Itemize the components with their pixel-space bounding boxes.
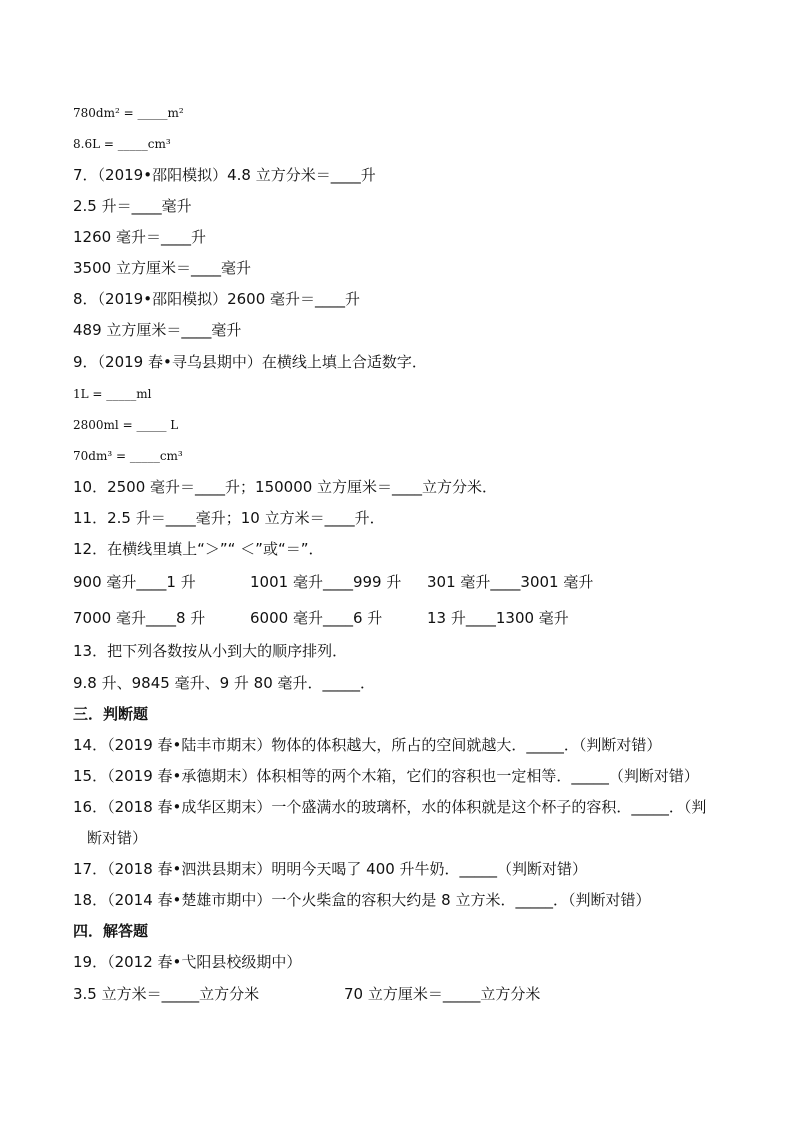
compare-row2-col1: 7000 毫升____8 升 [73, 609, 206, 627]
compare-row1-col1: 900 毫升____1 升 [73, 573, 196, 591]
question-9: 9．（2019 春•寻乌县期中）在横线上填上合适数字． [73, 353, 427, 371]
conversion-780dm2: 780dm² = _____m² [73, 106, 184, 120]
compare-row1-col3: 301 毫升____3001 毫升 [427, 573, 594, 591]
compare-row2-col3: 13 升____1300 毫升 [427, 609, 569, 627]
conversion-8-6l: 8.6L = _____cm³ [73, 137, 171, 151]
question-13: 13．把下列各数按从小到大的顺序排列． [73, 642, 348, 660]
question-19-item-a: 3.5 立方米＝_____立方分米 [73, 985, 260, 1003]
question-9-item-a: 1L = _____ml [73, 387, 152, 401]
question-8: 8．（2019•邵阳模拟）2600 毫升＝____升 [73, 290, 361, 308]
question-13-item: 9.8 升、9845 毫升、9 升 80 毫升．_____． [73, 674, 376, 692]
question-12: 12．在横线里填上“＞”“ ＜”或“＝”． [73, 540, 324, 558]
question-16-continued: 断对错） [87, 829, 148, 847]
question-9-item-b: 2800ml = _____ L [73, 418, 179, 432]
section-4-heading: 四．解答题 [73, 922, 149, 940]
question-7: 7．（2019•邵阳模拟）4.8 立方分米＝____升 [73, 166, 376, 184]
question-11: 11．2.5 升＝____毫升；10 立方米＝____升． [73, 509, 385, 527]
compare-row2-col2: 6000 毫升____6 升 [250, 609, 383, 627]
question-9-item-c: 70dm³ = _____cm³ [73, 449, 183, 463]
section-3-heading: 三．判断题 [73, 705, 149, 723]
compare-row1-col2: 1001 毫升____999 升 [250, 573, 402, 591]
question-19: 19．（2012 春•弋阳县校级期中） [73, 953, 302, 971]
question-7-item-a: 2.5 升＝____毫升 [73, 197, 192, 215]
question-15: 15．（2019 春•承德期末）体积相等的两个木箱，它们的容积也一定相等．_____（判断对错） [73, 767, 699, 785]
question-8-item-a: 489 立方厘米＝____毫升 [73, 321, 242, 339]
question-18: 18．（2014 春•楚雄市期中）一个火柴盒的容积大约是 8 立方米．_____．（判断对错） [73, 891, 651, 909]
question-14: 14．（2019 春•陆丰市期末）物体的体积越大，所占的空间就越大．_____．（判断对错） [73, 736, 662, 754]
question-16: 16．（2018 春•成华区期末）一个盛满水的玻璃杯，水的体积就是这个杯子的容积．_____．（判 [73, 798, 707, 816]
question-19-item-b: 70 立方厘米＝_____立方分米 [344, 985, 541, 1003]
question-7-item-b: 1260 毫升＝____升 [73, 228, 206, 246]
question-7-item-c: 3500 立方厘米＝____毫升 [73, 259, 251, 277]
question-10: 10．2500 毫升＝____升；150000 立方厘米＝____立方分米． [73, 478, 498, 496]
question-17: 17．（2018 春•泗洪县期末）明明今天喝了 400 升牛奶．_____（判断对错） [73, 860, 588, 878]
